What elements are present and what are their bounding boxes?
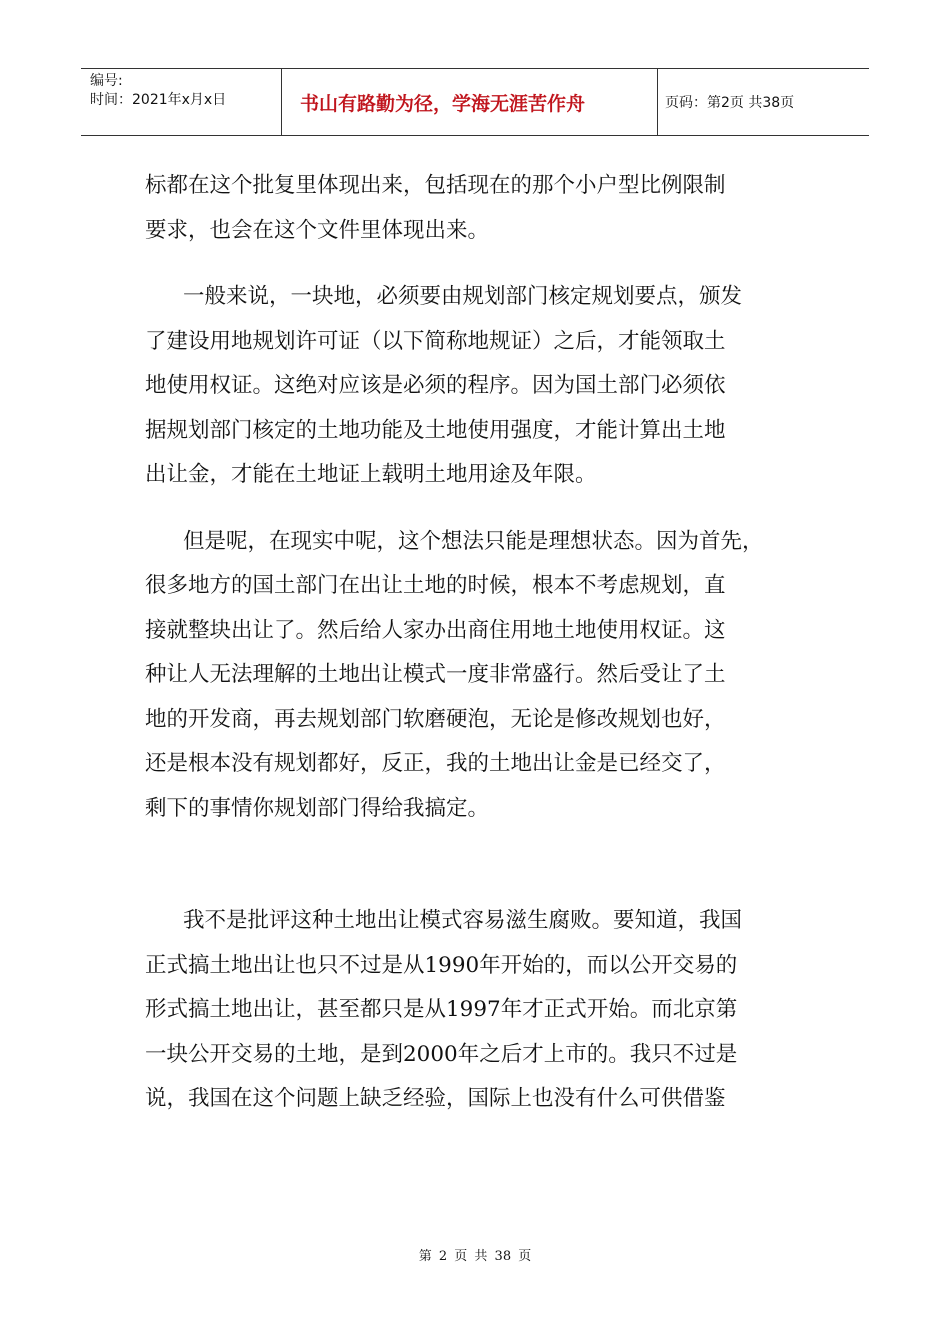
text-line: 很多地方的国土部门在出让土地的时候，根本不考虑规划，直 [145,573,726,598]
text-line: 种让人无法理解的土地出让模式一度非常盛行。然后受让了土 [145,662,726,687]
text-line: 要求，也会在这个文件里体现出来。 [145,217,490,243]
text-line: 还是根本没有规划都好，反正，我的土地出让金是已经交了， [145,751,726,776]
paragraph [145,164,825,253]
text-line: 我不是批评这种土地出让模式容易滋生腐败。要知道，我国 [183,908,743,933]
text-line: 出让金，才能在土地证上载明土地用途及年限。 [145,462,597,487]
document-time-label: 时间：2021年x月x日 [90,92,227,108]
page-header [81,68,869,136]
text-line: 说，我国在这个问题上缺乏经验，国际上也没有什么可供借鉴 [145,1086,726,1111]
paragraph [145,520,825,832]
paragraph [145,899,825,1122]
header-motto: 书山有路勤为径，学海无涯苦作舟 [282,69,658,135]
document-body [145,164,825,1144]
document-number-label: 编号: [90,73,123,89]
text-line: 形式搞土地出让，甚至都只是从1997年才正式开始。而北京第 [145,997,738,1022]
text-line: 但是呢，在现实中呢，这个想法只能是理想状态。因为首先， [183,528,764,554]
text-line: 标都在这个批复里体现出来，包括现在的那个小户型比例限制 [145,173,726,198]
text-line: 了建设用地规划许可证（以下简称地规证）之后，才能领取土 [145,328,726,354]
text-line: 剩下的事情你规划部门得给我搞定。 [145,795,490,821]
text-line: 据规划部门核定的土地功能及土地使用强度，才能计算出土地 [145,417,726,443]
header-meta [81,69,282,135]
paragraph [145,275,825,498]
text-line: 一块公开交易的土地，是到2000年之后才上市的。我只不过是 [145,1041,738,1067]
text-line: 接就整块出让了。然后给人家办出商住用地土地使用权证。这 [145,617,726,643]
text-line: 地的开发商，再去规划部门软磨硬泡，无论是修改规划也好， [145,706,726,732]
text-line: 一般来说，一块地，必须要由规划部门核定规划要点，颁发 [183,284,743,309]
page-footer: 第 2 页 共 38 页 [418,1249,532,1264]
text-line: 正式搞土地出让也只不过是从1990年开始的，而以公开交易的 [145,952,738,978]
header-page-info: 页码：第2页 共38页 [665,95,795,111]
text-line: 地使用权证。这绝对应该是必须的程序。因为国土部门必须依 [145,373,726,398]
